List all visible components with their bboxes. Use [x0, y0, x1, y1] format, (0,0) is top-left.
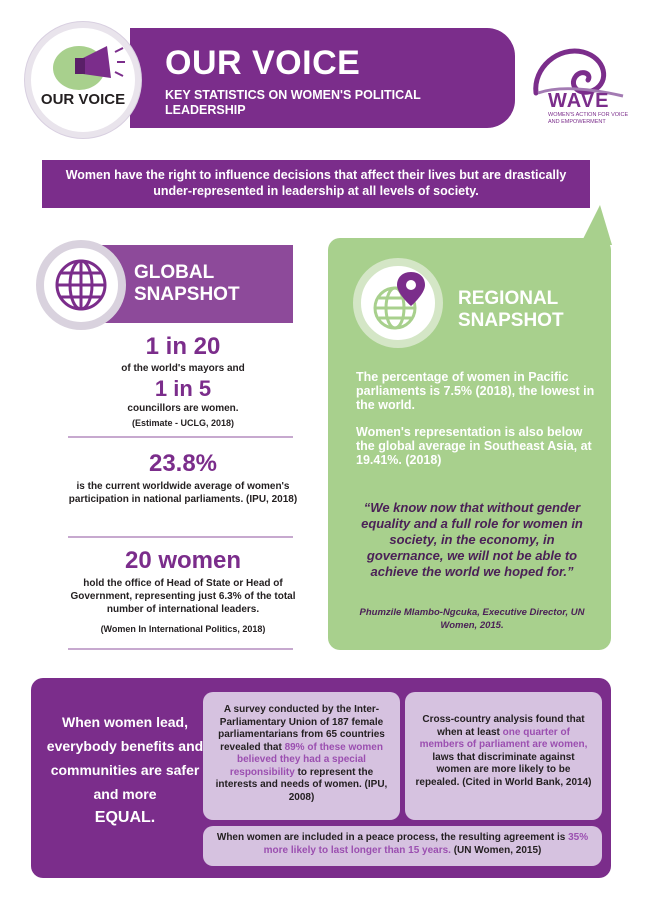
divider	[68, 436, 293, 438]
regional-snapshot-title: REGIONAL SNAPSHOT	[458, 288, 564, 331]
page-title: OUR VOICE	[165, 44, 361, 82]
wave-logo-text: WAVE	[548, 90, 610, 112]
peace-process-box: When women are included in a peace process, the resulting agreement is 35% more likely to last longer than 15 years. (UN Women, 2015)	[203, 826, 602, 866]
stat-councillors-value: 1 in 5	[154, 376, 212, 401]
regional-quote: “We know now that without gender equality and a full role for women in society, in the economy, in governance, we will not be able to achieve the world we hoped for.”	[361, 500, 583, 579]
stat-mayors-source: (Estimate - UCLG, 2018)	[131, 418, 235, 428]
stat-parliament-value: 23.8%	[148, 450, 218, 477]
regional-pacific-text: The percentage of women in Pacific parliaments is 7.5% (2018), the lowest in the world.	[356, 370, 595, 412]
wave-logo-subtext: WOMEN'S ACTION FOR VOICE AND EMPOWERMENT	[548, 112, 629, 125]
regional-globe-badge	[353, 258, 443, 348]
equal-emphasis: EQUAL.	[94, 809, 156, 826]
logo-text: OUR VOICE	[40, 91, 126, 108]
stat-heads-source: (Women In International Politics, 2018)	[100, 624, 266, 634]
global-snapshot-title: GLOBAL SNAPSHOT	[134, 262, 240, 305]
divider	[68, 648, 293, 650]
highlight-text: one quarter of members of parliament are women,	[419, 726, 588, 750]
stat-councillors-text: councillors are women.	[127, 403, 239, 414]
regional-seasia-text: Women's representation is also below the global average in Southeast Asia, at 19.41%. (2018)	[356, 425, 592, 467]
intro-banner: Women have the right to influence decisions that affect their lives but are drastically under-represented in leadership at all levels of society.	[42, 160, 590, 208]
megaphone-icon	[31, 28, 135, 132]
stat-heads-value: 20 women	[124, 547, 242, 574]
global-globe-badge	[36, 240, 126, 330]
bottom-lead-statement: When women lead, everybody benefits and communities are safer and more EQUAL.	[45, 710, 205, 830]
quote-attribution: Phumzile Mlambo-Ngcuka, Executive Director, UN Women, 2015.	[359, 607, 585, 631]
cross-country-box: Cross-country analysis found that when at least one quarter of members of parliament are women, laws that discriminate against women are more likely to be repealed. (Cited in World Bank, 2014)	[405, 692, 602, 820]
ipu-survey-box: A survey conducted by the Inter-Parliamentary Union of 187 female parliamentarians from 65 countries revealed that 89% of these women believed they had a special responsibility to represent the interests and needs of women. (IPU, 2008)	[203, 692, 400, 820]
highlight-text: 89% of these women believed they had a special responsibility	[229, 741, 383, 778]
stat-heads-text: hold the office of Head of State or Head of Government, representing just 6.3% of the total number of international leaders.	[70, 578, 296, 615]
stat-parliament-text: is the current worldwide average of women's participation in national parliaments. (IPU, 2018)	[68, 481, 298, 505]
globe-pin-icon	[361, 266, 435, 340]
page-subtitle: KEY STATISTICS ON WOMEN'S POLITICAL LEADERSHIP	[165, 88, 421, 117]
divider	[68, 536, 293, 538]
our-voice-logo	[25, 22, 141, 138]
stat-mayors-value: 1 in 20	[145, 333, 221, 360]
stat-mayors-text: of the world's mayors and	[121, 363, 245, 374]
highlight-text: 35% more likely to last longer than 15 years.	[263, 832, 589, 856]
globe-icon	[44, 248, 118, 322]
